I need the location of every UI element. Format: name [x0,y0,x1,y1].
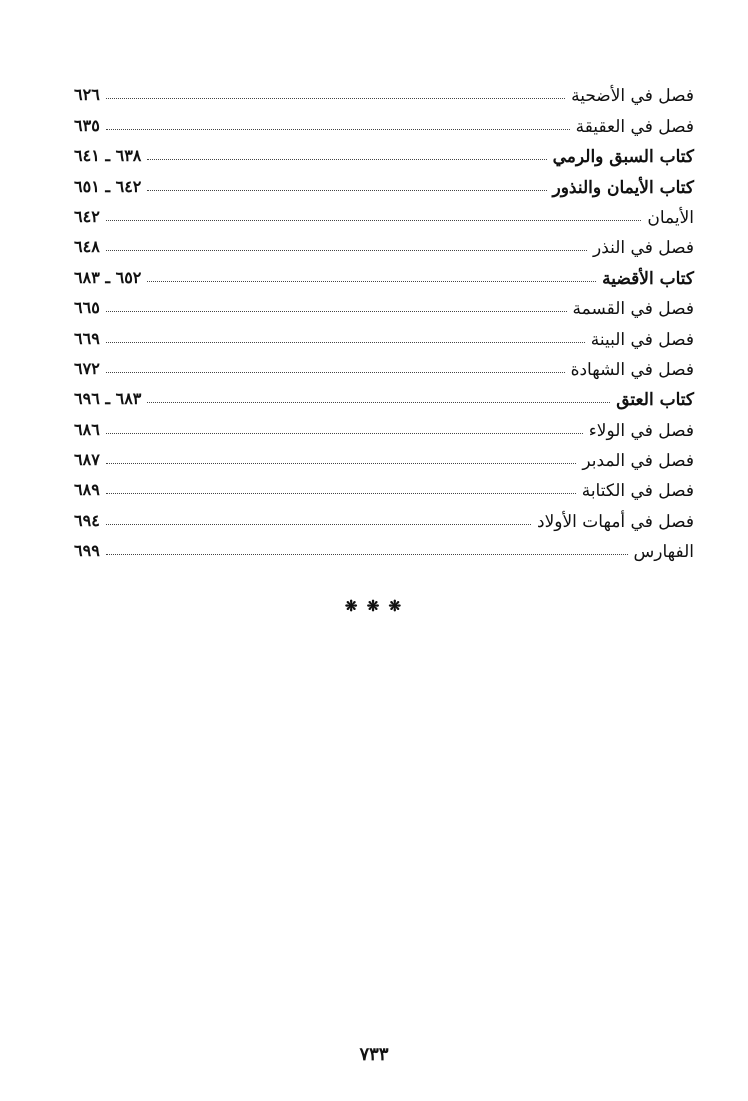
toc-entry-page: ٦٧٢ [74,358,100,378]
dot-leader [147,158,546,160]
toc-entry-page: ٦٩٩ [74,541,100,561]
toc-entry-page: ٦٨٣ ـ ٦٩٦ [74,389,142,409]
dot-leader [106,523,531,525]
dot-leader [106,462,577,464]
page-number: ٧٣٣ [359,1044,389,1065]
dot-leader [147,280,596,282]
toc-entry-page: ٦٤٢ [74,206,100,226]
toc-entry [74,166,694,196]
dot-leader [106,249,587,251]
dot-leader [147,189,546,191]
toc-entry-page: ٦٨٦ [74,419,100,439]
toc-entry-title: فصل في أمهات الأولاد [537,511,694,532]
toc-entry-title: فصل في البينة [590,329,694,350]
toc-entry [74,227,694,257]
dot-leader [106,341,585,343]
toc-entry [74,440,694,470]
toc-entry-title: فصل في الولاء [588,420,694,441]
toc-entry [74,105,694,135]
toc-entry-title: فصل في الأضحية [571,86,694,107]
toc-entry [74,409,694,439]
toc-entry-title: فصل في الكتابة [581,481,694,502]
toc-entry-page: ٦٦٩ [74,328,100,348]
dot-leader [106,432,583,434]
toc-entry [74,531,694,561]
toc-entry-title: فصل في العقيقة [575,116,694,137]
table-of-contents [74,75,694,561]
toc-entry-page: ٦٣٨ ـ ٦٤١ [74,146,142,166]
toc-entry [74,197,694,227]
dot-leader [106,310,567,312]
toc-entry [74,75,694,105]
toc-entry [74,349,694,379]
toc-entry [74,318,694,348]
toc-entry-page: ٦٩٤ [74,510,100,530]
toc-entry [74,288,694,318]
toc-entry-title: كتاب العتق [616,390,694,411]
section-ornament: ❋ ❋ ❋ [344,597,404,615]
toc-entry-title: كتاب الأيمان والنذور [552,177,694,198]
toc-entry-page: ٦٨٧ [74,450,100,470]
dot-leader [106,97,565,99]
dot-leader [106,492,576,494]
dot-leader [106,128,570,130]
toc-entry-title: فصل في المدبر [582,451,694,472]
toc-entry-page: ٦٨٩ [74,480,100,500]
dot-leader [106,553,628,555]
toc-entry-page: ٦٦٥ [74,298,100,318]
toc-entry-title: كتاب السبق والرمي [552,147,694,168]
toc-entry [74,136,694,166]
dot-leader [106,219,642,221]
toc-entry-title: فصل في الشهادة [570,359,694,380]
toc-entry [74,500,694,530]
dot-leader [147,401,610,403]
toc-entry-page: ٦٣٥ [74,115,100,135]
toc-entry [74,470,694,500]
toc-entry [74,257,694,287]
toc-entry-title: الفهارس [633,542,694,563]
toc-entry-title: فصل في القسمة [572,299,694,320]
dot-leader [106,371,565,373]
toc-entry [74,379,694,409]
toc-entry-page: ٦٥٢ ـ ٦٨٣ [74,267,142,287]
toc-entry-title: كتاب الأقضية [602,268,694,289]
toc-entry-title: الأيمان [647,207,694,228]
toc-entry-title: فصل في النذر [592,238,694,259]
toc-entry-page: ٦٤٨ [74,237,100,257]
toc-entry-page: ٦٤٢ ـ ٦٥١ [74,176,142,196]
toc-entry-page: ٦٢٦ [74,85,100,105]
